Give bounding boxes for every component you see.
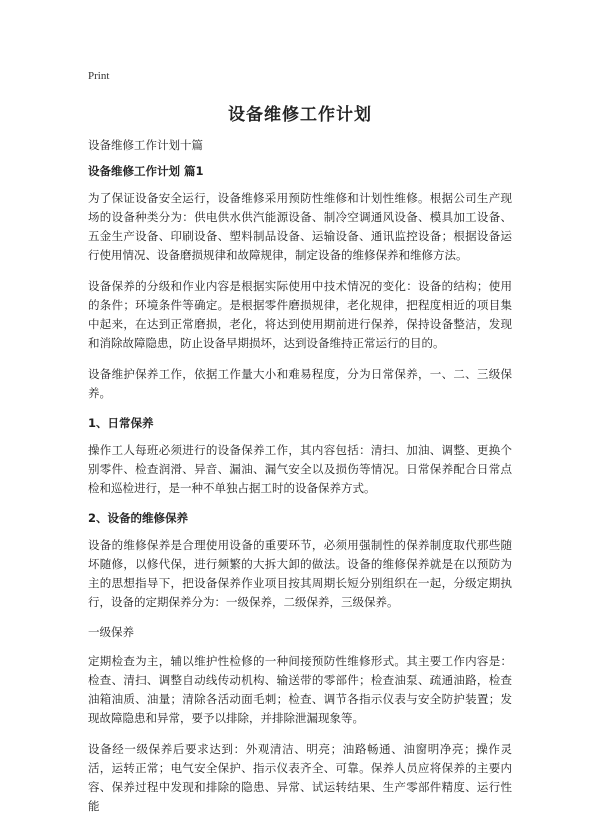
heading-level-one: 一级保养 (88, 625, 134, 639)
paragraph-intro: 为了保证设备安全运行，设备维修采用预防性维修和计划性维修。根据公司生产现场的设备种类分为：供电供水供汽能源设备、制冷空调通风设备、模具加工设备、五金生产设备、印刷设备、塑料制品设备、运输设备、通讯监控设备；根据设备运行使用情况、设备磨损规律和故障规律，制定设备的维修保养和维修方法。 (88, 191, 512, 262)
paragraph-level-one-results: 设备经一级保养后要求达到：外观清洁、明亮；油路畅通、油窗明净亮；操作灵活，运转正常；电气安全保护、指示仪表齐全、可靠。保养人员应将保养的主要内容、保养过程中发现和排除的隐患、异常、试运转结果、生产零部件精度、运行性能 (88, 742, 512, 813)
heading-daily-maintenance: 1、日常保养 (88, 416, 154, 430)
page-title: 设备维修工作计划 (228, 105, 372, 125)
print-label: Print (88, 70, 110, 82)
document-subtitle: 设备维修工作计划十篇 (88, 138, 203, 152)
paragraph-maintenance-levels: 设备保养的分级和作业内容是根据实际使用中技术情况的变化：设备的结构；使用的条件；环境条件等确定。是根据零件磨损规律，老化规律，把程度相近的项目集中起来，在达到正常磨损，老化，将达到使用期前进行保养，保持设备整洁，发现和消除故障隐患，防止设备早期损坏，达到设备维持正常运行的目的。 (88, 279, 512, 350)
paragraph-level-one-content: 定期检查为主，辅以维护性检修的一种间接预防性维修形式。其主要工作内容是：检查、清扫、调整自动线传动机构、输送带的零部件；检查油泵、疏通油路，检查油箱油质、油量；清除各活动面毛刺；检查、调节各指示仪表与安全防护装置；发现故障隐患和异常，要予以排除，并排除泄漏现象等。 (88, 654, 512, 725)
paragraph-equipment-maintenance: 设备的维修保养是合理使用设备的重要环节，必须用强制性的保养制度取代那些随坏随修，以修代保，进行频繁的大拆大卸的做法。设备的维修保养就是在以预防为主的思想指导下，把设备保养作业项目按其周期长短分别组织在一起，分级定期执行，设备的定期保养分为：一级保养，二级保养，三级保养。 (88, 538, 512, 609)
section-heading-1: 设备维修工作计划 篇1 (88, 164, 204, 178)
heading-equipment-maintenance: 2、设备的维修保养 (88, 511, 189, 525)
paragraph-maintenance-categories: 设备维护保养工作，依据工作量大小和难易程度，分为日常保养，一、二、三级保养。 (88, 367, 512, 400)
paragraph-daily-maintenance: 操作工人每班必须进行的设备保养工作，其内容包括：清扫、加油、调整、更换个别零件、检查润滑、异音、漏油、漏气安全以及损伤等情况。日常保养配合日常点检和巡检进行，是一种不单独占据工时的设备保养方式。 (88, 443, 512, 495)
